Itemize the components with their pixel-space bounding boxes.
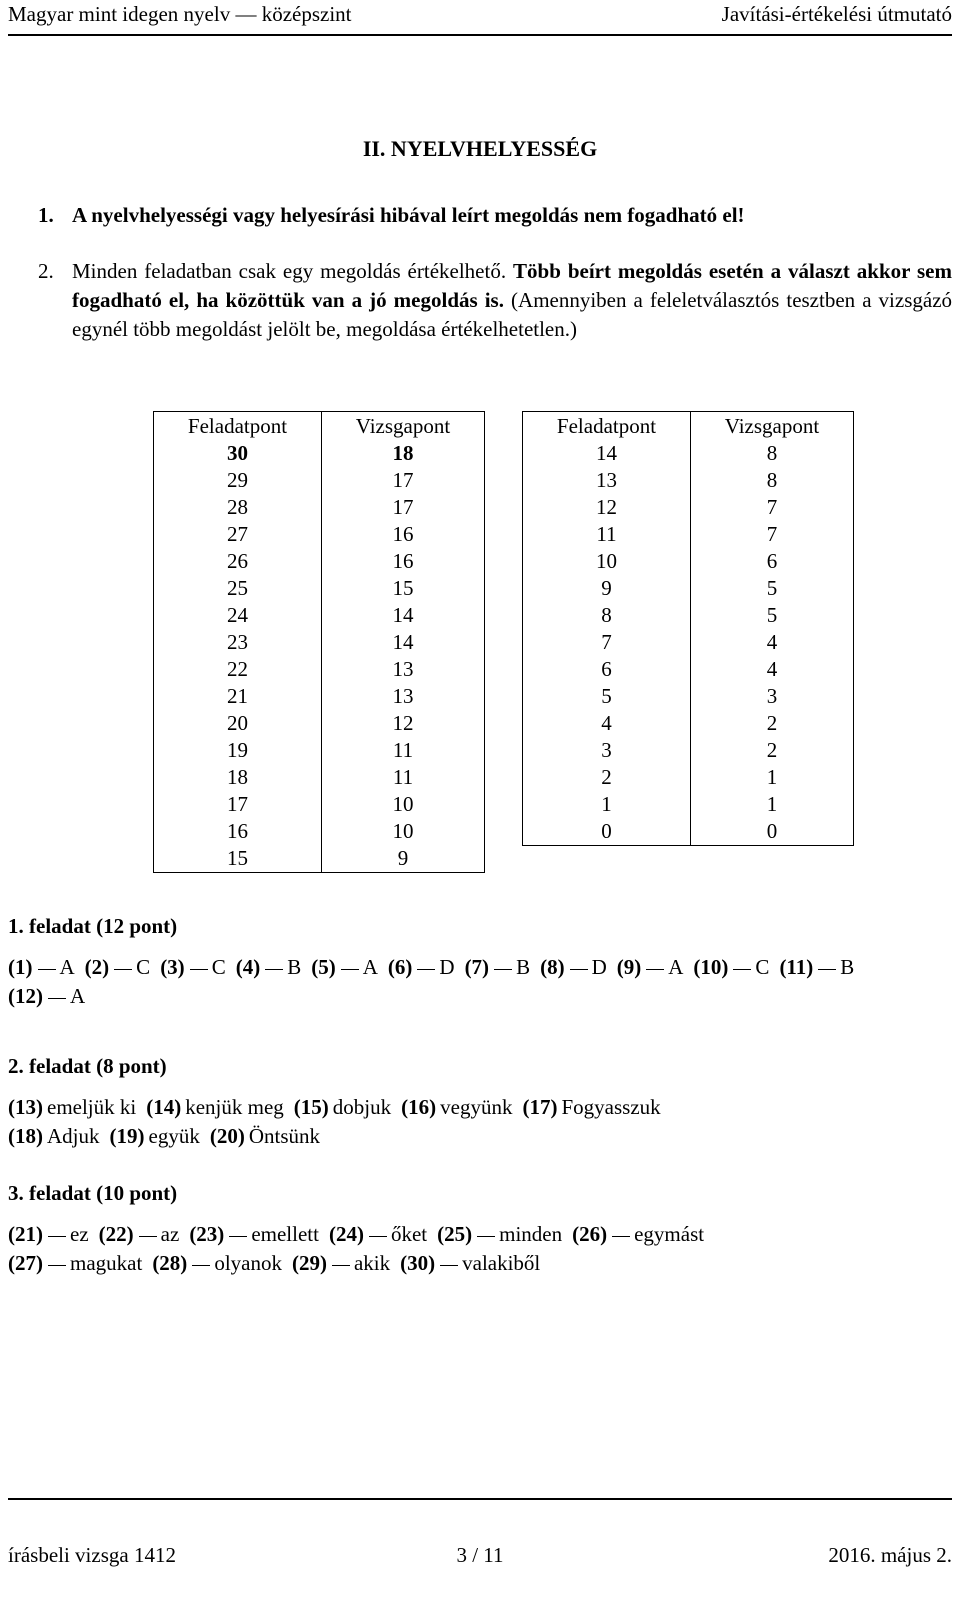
table-row: [523, 737, 854, 764]
table-row: [154, 548, 485, 575]
answer-number: (4): [235, 955, 261, 979]
cell-vizsgapont: 7: [691, 494, 854, 521]
cell-vizsgapont: 0: [691, 818, 854, 846]
cell-feladatpont: 14: [523, 440, 691, 467]
cell-feladatpont: 10: [523, 548, 691, 575]
answer-item: [236, 953, 302, 982]
answer-value: minden: [499, 1222, 563, 1246]
table-row: [523, 683, 854, 710]
answer-number: (16): [401, 1095, 437, 1119]
dash-line: [229, 1236, 247, 1237]
answer-value: őket: [390, 1222, 428, 1246]
cell-vizsgapont: 4: [691, 629, 854, 656]
table-row: [523, 764, 854, 791]
answer-value: A: [362, 955, 378, 979]
answer-item: [779, 953, 854, 982]
table-row: [154, 818, 485, 845]
answer-item: [693, 953, 769, 982]
cell-vizsgapont: 11: [322, 764, 485, 791]
footer-date: 2016. május 2.: [828, 1543, 952, 1567]
task-1: [8, 914, 952, 1011]
header-rule: [8, 34, 952, 36]
table-row: [154, 467, 485, 494]
header-vizsgapont: Vizsgapont: [322, 412, 485, 441]
table-row: [154, 764, 485, 791]
answer-item: [311, 953, 378, 982]
answer-value: D: [591, 955, 607, 979]
answer-item: [465, 953, 531, 982]
dash-line: [369, 1236, 387, 1237]
cell-feladatpont: 17: [154, 791, 322, 818]
dash-line: [48, 998, 66, 999]
answer-item: [401, 1093, 512, 1122]
dash-line: [341, 969, 359, 970]
answer-number: (29): [291, 1251, 327, 1275]
answer-item: [210, 1122, 320, 1151]
answer-value: A: [70, 984, 86, 1008]
cell-feladatpont: 26: [154, 548, 322, 575]
dash-line: [477, 1236, 495, 1237]
table-row: [154, 494, 485, 521]
table-row: [154, 791, 485, 818]
rule-item-2: [8, 257, 952, 344]
task-2: [8, 1054, 952, 1151]
cell-vizsgapont: 12: [322, 710, 485, 737]
dash-line: [646, 969, 664, 970]
table-row: [154, 710, 485, 737]
table-row: [523, 656, 854, 683]
answer-number: (5): [311, 955, 336, 979]
answer-item: [8, 1122, 100, 1151]
header-left-text: Magyar mint idegen nyelv — középszint: [8, 2, 352, 26]
cell-feladatpont: 4: [523, 710, 691, 737]
cell-vizsgapont: 15: [322, 575, 485, 602]
answer-value: magukat: [70, 1251, 143, 1275]
cell-feladatpont: 30: [154, 440, 322, 467]
cell-feladatpont: 28: [154, 494, 322, 521]
table-row: [154, 440, 485, 467]
answer-item: [294, 1093, 391, 1122]
cell-feladatpont: 6: [523, 656, 691, 683]
table-row: [154, 737, 485, 764]
answer-value: valakiből: [462, 1251, 541, 1275]
rule-number: 1.: [38, 203, 54, 227]
rule-text-bold: Több beírt megoldás esetén a választ akkor sem fogadható el, ha közöttük van a jó megoldás is.: [72, 259, 952, 312]
table-row: [523, 710, 854, 737]
answer-number: (3): [160, 955, 185, 979]
answer-number: (18): [8, 1124, 43, 1148]
cell-vizsgapont: 16: [322, 521, 485, 548]
cell-feladatpont: 3: [523, 737, 691, 764]
answer-value: C: [136, 955, 151, 979]
answer-item: [160, 953, 226, 982]
answer-value: B: [840, 955, 855, 979]
cell-feladatpont: 8: [523, 602, 691, 629]
table-row: [523, 602, 854, 629]
answer-item: [437, 1220, 562, 1249]
task-title: 3. feladat (10 pont): [8, 1181, 178, 1205]
task-title: 1. feladat (12 pont): [8, 914, 178, 938]
cell-feladatpont: 5: [523, 683, 691, 710]
answer-item: [110, 1122, 200, 1151]
cell-feladatpont: 23: [154, 629, 322, 656]
dash-line: [570, 969, 588, 970]
answer-item: [8, 1220, 89, 1249]
dash-line: [139, 1236, 157, 1237]
table-row: [523, 818, 854, 846]
answer-number: (15): [293, 1095, 329, 1119]
answer-item: [146, 1093, 284, 1122]
footer-left-text: írásbeli vizsga 1412: [8, 1543, 176, 1567]
answer-number: (14): [146, 1095, 182, 1119]
answer-value: együk: [148, 1124, 200, 1148]
answer-value: emeljük ki: [47, 1095, 137, 1119]
answer-value: Öntsünk: [248, 1124, 321, 1148]
table-row: [154, 656, 485, 683]
answer-value: vegyünk: [440, 1095, 513, 1119]
dash-line: [48, 1236, 66, 1237]
cell-vizsgapont: 2: [691, 710, 854, 737]
answer-number: (30): [400, 1251, 436, 1275]
task-answers: [8, 1093, 952, 1151]
cell-feladatpont: 22: [154, 656, 322, 683]
table-row: [523, 440, 854, 467]
section-title: II. NYELVHELYESSÉG: [362, 136, 598, 161]
page-header: [0, 0, 960, 62]
answer-value: A: [668, 955, 684, 979]
answer-item: [99, 1220, 180, 1249]
cell-vizsgapont: 5: [691, 575, 854, 602]
table-row: [523, 467, 854, 494]
answer-value: A: [59, 955, 75, 979]
cell-feladatpont: 21: [154, 683, 322, 710]
cell-vizsgapont: 7: [691, 521, 854, 548]
cell-feladatpont: 25: [154, 575, 322, 602]
answer-item: [400, 1249, 540, 1278]
answer-item: [292, 1249, 390, 1278]
rule-item-1: [8, 201, 952, 230]
cell-feladatpont: 18: [154, 764, 322, 791]
rules-list: [8, 201, 952, 371]
answer-item: [8, 1249, 142, 1278]
answer-value: Adjuk: [47, 1124, 100, 1148]
cell-vizsgapont: 17: [322, 494, 485, 521]
cell-vizsgapont: 16: [322, 548, 485, 575]
table-header-row: [523, 412, 854, 441]
answer-number: (6): [387, 955, 413, 979]
cell-feladatpont: 13: [523, 467, 691, 494]
cell-vizsgapont: 4: [691, 656, 854, 683]
answer-value: B: [516, 955, 531, 979]
task-3: [8, 1181, 952, 1278]
cell-vizsgapont: 9: [322, 845, 485, 873]
answer-number: (9): [616, 955, 642, 979]
table-row: [154, 575, 485, 602]
header-right-text: Javítási-értékelési útmutató: [721, 2, 952, 26]
cell-feladatpont: 12: [523, 494, 691, 521]
answer-number: (26): [572, 1222, 608, 1246]
score-table-right: [522, 411, 854, 846]
table-row: [154, 683, 485, 710]
answer-value: emellett: [251, 1222, 319, 1246]
answer-item: [540, 953, 607, 982]
table-row: [154, 845, 485, 873]
table-row: [523, 521, 854, 548]
answer-number: (20): [209, 1124, 245, 1148]
cell-feladatpont: 19: [154, 737, 322, 764]
cell-vizsgapont: 17: [322, 467, 485, 494]
cell-feladatpont: 1: [523, 791, 691, 818]
answer-number: (10): [693, 955, 729, 979]
table-row: [154, 521, 485, 548]
cell-vizsgapont: 8: [691, 440, 854, 467]
page-footer: [0, 1496, 960, 1609]
answer-number: (1): [8, 955, 33, 979]
header-feladatpont: Feladatpont: [523, 412, 691, 441]
cell-feladatpont: 15: [154, 845, 322, 873]
answer-item: [522, 1093, 660, 1122]
cell-vizsgapont: 10: [322, 818, 485, 845]
answer-item: [572, 1220, 704, 1249]
answer-item: [8, 953, 75, 982]
answer-value: egymást: [634, 1222, 705, 1246]
cell-vizsgapont: 5: [691, 602, 854, 629]
answer-item: [85, 953, 151, 982]
dash-line: [612, 1236, 630, 1237]
dash-line: [440, 1265, 458, 1266]
cell-feladatpont: 27: [154, 521, 322, 548]
answer-number: (17): [522, 1095, 558, 1119]
table-row: [523, 629, 854, 656]
task-answers: [8, 953, 952, 1011]
cell-feladatpont: 16: [154, 818, 322, 845]
cell-feladatpont: 0: [523, 818, 691, 846]
task-answers: [8, 1220, 952, 1278]
dash-line: [733, 969, 751, 970]
cell-feladatpont: 24: [154, 602, 322, 629]
cell-vizsgapont: 6: [691, 548, 854, 575]
cell-vizsgapont: 13: [322, 656, 485, 683]
answer-value: az: [160, 1222, 180, 1246]
answer-value: dobjuk: [332, 1095, 392, 1119]
cell-vizsgapont: 13: [322, 683, 485, 710]
rule-number: 2.: [38, 259, 54, 283]
header-vizsgapont: Vizsgapont: [691, 412, 854, 441]
answer-item: [329, 1220, 427, 1249]
dash-line: [48, 1265, 66, 1266]
answer-value: C: [211, 955, 226, 979]
dash-line: [417, 969, 435, 970]
table-row: [154, 602, 485, 629]
answer-value: kenjük meg: [185, 1095, 284, 1119]
score-table-left: [153, 411, 485, 873]
cell-vizsgapont: 10: [322, 791, 485, 818]
page-number: 3 / 11: [456, 1543, 504, 1567]
rule-text: [72, 257, 952, 344]
answer-item: [8, 982, 85, 1011]
dash-line: [332, 1265, 350, 1266]
answer-number: (21): [8, 1222, 43, 1246]
answer-value: ez: [70, 1222, 89, 1246]
dash-line: [190, 969, 208, 970]
dash-line: [192, 1265, 210, 1266]
cell-vizsgapont: 18: [322, 440, 485, 467]
answer-value: akik: [353, 1251, 391, 1275]
rule-text: A nyelvhelyességi vagy helyesírási hibával leírt megoldás nem fogadható el!: [72, 203, 745, 227]
answer-number: (7): [464, 955, 490, 979]
cell-feladatpont: 29: [154, 467, 322, 494]
cell-vizsgapont: 2: [691, 737, 854, 764]
dash-line: [38, 969, 56, 970]
footer-rule: [8, 1498, 952, 1500]
answer-number: (2): [84, 955, 110, 979]
answer-value: Fogyasszuk: [561, 1095, 661, 1119]
cell-feladatpont: 9: [523, 575, 691, 602]
answer-item: [617, 953, 684, 982]
cell-feladatpont: 7: [523, 629, 691, 656]
answer-item: [8, 1093, 136, 1122]
cell-vizsgapont: 14: [322, 602, 485, 629]
dash-line: [494, 969, 512, 970]
answer-value: olyanok: [214, 1251, 282, 1275]
cell-vizsgapont: 14: [322, 629, 485, 656]
cell-vizsgapont: 1: [691, 764, 854, 791]
task-title: 2. feladat (8 pont): [8, 1054, 167, 1078]
table-header-row: [154, 412, 485, 441]
answer-value: B: [287, 955, 302, 979]
answer-number: (24): [328, 1222, 364, 1246]
cell-vizsgapont: 3: [691, 683, 854, 710]
cell-vizsgapont: 11: [322, 737, 485, 764]
dash-line: [265, 969, 283, 970]
answer-number: (25): [437, 1222, 473, 1246]
answer-item: [152, 1249, 282, 1278]
cell-feladatpont: 20: [154, 710, 322, 737]
table-row: [523, 548, 854, 575]
answer-number: (12): [8, 984, 43, 1008]
table-row: [523, 575, 854, 602]
cell-vizsgapont: 8: [691, 467, 854, 494]
answer-number: (28): [152, 1251, 188, 1275]
answer-item: [388, 953, 455, 982]
rule-text-tail: (Amennyiben a feleletválasztós tesztben a vizsgázó egynél több megoldást jelölt be, megoldása értékelhetetlen.): [72, 288, 953, 341]
answer-number: (23): [189, 1222, 225, 1246]
answer-number: (13): [8, 1095, 43, 1119]
table-row: [523, 494, 854, 521]
answer-number: (11): [779, 955, 814, 979]
dash-line: [114, 969, 132, 970]
answer-number: (22): [98, 1222, 134, 1246]
table-row: [523, 791, 854, 818]
table-row: [154, 629, 485, 656]
answer-item: [189, 1220, 319, 1249]
cell-feladatpont: 11: [523, 521, 691, 548]
cell-vizsgapont: 1: [691, 791, 854, 818]
answer-value: C: [755, 955, 770, 979]
cell-feladatpont: 2: [523, 764, 691, 791]
rule-text-regular: Minden feladatban csak egy megoldás értékelhető.: [72, 259, 507, 283]
answer-value: D: [439, 955, 455, 979]
dash-line: [818, 969, 836, 970]
answer-number: (8): [540, 955, 565, 979]
answer-number: (27): [8, 1251, 43, 1275]
header-feladatpont: Feladatpont: [154, 412, 322, 441]
answer-number: (19): [109, 1124, 145, 1148]
